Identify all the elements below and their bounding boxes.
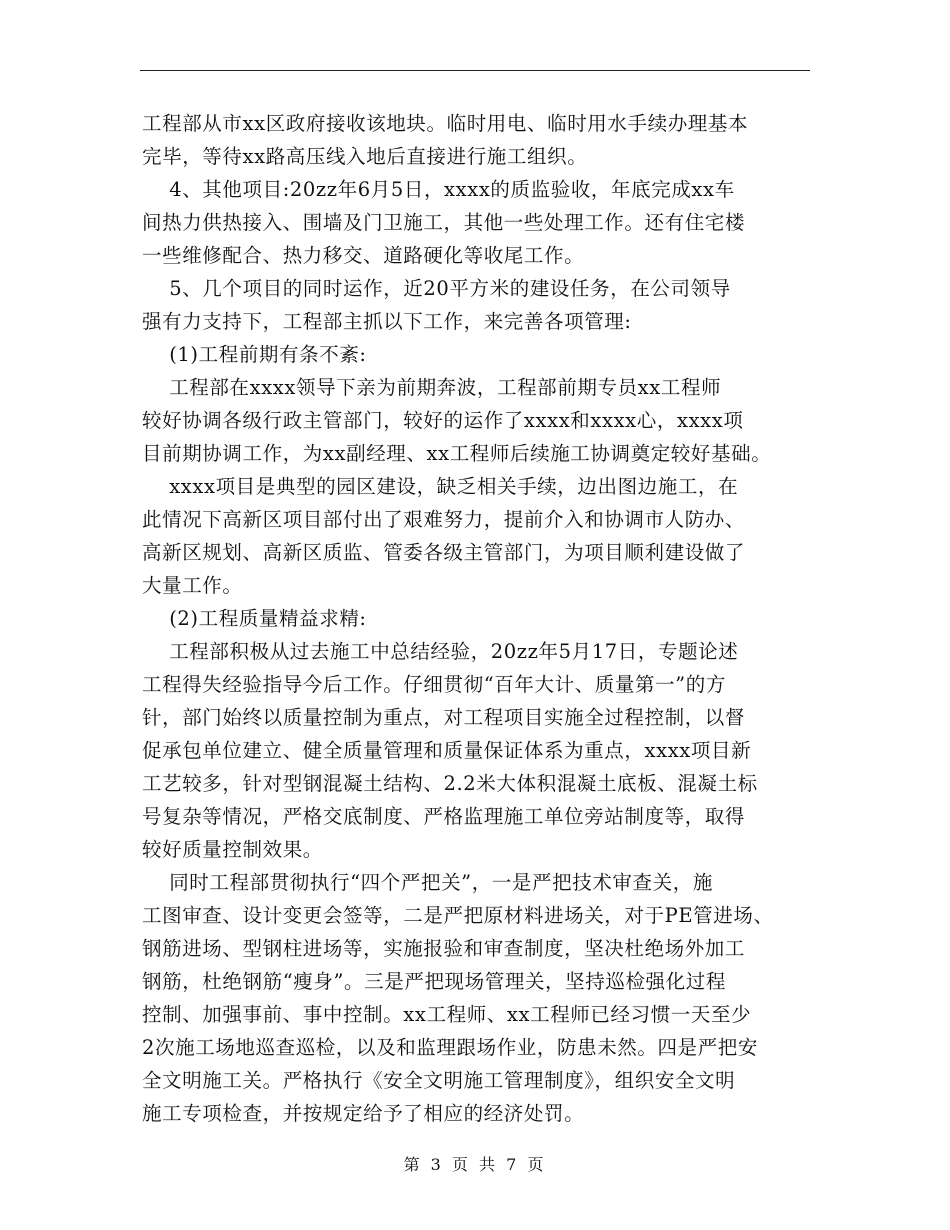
text-line: 高新区规划、高新区质监、管委各级主管部门，为项目顺利建设做了 [142, 541, 746, 564]
text-line: 5、几个项目的同时运作，近20平方米的建设任务，在公司领导 [142, 277, 731, 300]
text-line: (1)工程前期有条不紊: [142, 343, 367, 366]
text-line: 工程得失经验指导今后工作。仔细贯彻“百年大计、质量第一”的方 [142, 673, 726, 696]
text-line: 工程部从市xx区政府接收该地块。临时用电、临时用水手续办理基本 [142, 112, 749, 135]
text-line: 工图审查、设计变更会签等，二是严把原材料进场关，对于PE管进场、 [142, 904, 774, 927]
page-number-footer: 第 3 页 共 7 页 [403, 1155, 547, 1174]
text-line: 工程部积极从过去施工中总结经验，20zz年5月17日，专题论述 [142, 640, 739, 663]
text-line: 施工专项检查，并按规定给予了相应的经济处罚。 [142, 1102, 585, 1125]
text-line: 工艺较多，针对型钢混凝土结构、2.2米大体积混凝土底板、混凝土标 [142, 772, 758, 795]
text-line: 全文明施工关。严格执行《安全文明施工管理制度》，组织安全文明 [142, 1069, 736, 1092]
text-line: 针，部门始终以质量控制为重点，对工程项目实施全过程控制，以督 [142, 706, 746, 729]
text-line: 间热力供热接入、围墙及门卫施工，其他一些处理工作。还有住宅楼 [142, 211, 746, 234]
text-line: 钢筋，杜绝钢筋“瘦身”。三是严把现场管理关，坚持巡检强化过程 [142, 970, 726, 993]
text-line: xxxx项目是典型的园区建设，缺乏相关手续，边出图边施工，在 [142, 475, 739, 498]
text-line: 钢筋进场、型钢柱进场等，实施报验和审查制度，坚决杜绝场外加工 [142, 937, 746, 960]
text-line: 促承包单位建立、健全质量管理和质量保证体系为重点，xxxx项目新 [142, 739, 752, 762]
text-line: 控制、加强事前、事中控制。xx工程师、xx工程师已经习惯一天至少 [142, 1003, 752, 1026]
text-line: 完毕，等待xx路高压线入地后直接进行施工组织。 [142, 145, 588, 168]
text-line: 工程部在xxxx领导下亲为前期奔波，工程部前期专员xx工程师 [142, 376, 722, 399]
text-line: 号复杂等情况，严格交底制度、严格监理施工单位旁站制度等，取得 [142, 805, 746, 828]
text-line: 2次施工场地巡查巡检，以及和监理跟场作业，防患未然。四是严把安 [142, 1036, 759, 1059]
text-line: 此情况下高新区项目部付出了艰难努力，提前介入和协调市人防办、 [142, 508, 746, 531]
text-line: 4、其他项目:20zz年6月5日，xxxx的质监验收，年底完成xx车 [142, 178, 735, 201]
text-line: 大量工作。 [142, 574, 243, 597]
text-line: (2)工程质量精益求精: [142, 607, 367, 630]
text-line: 目前期协调工作，为xx副经理、xx工程师后续施工协调奠定较好基础。 [142, 442, 772, 465]
text-line: 较好协调各级行政主管部门，较好的运作了xxxx和xxxx心，xxxx项 [142, 409, 744, 432]
text-line: 较好质量控制效果。 [142, 838, 323, 861]
text-line: 一些维修配合、热力移交、道路硬化等收尾工作。 [142, 244, 585, 267]
text-line: 强有力支持下，工程部主抓以下工作，来完善各项管理: [142, 310, 632, 333]
text-line: 同时工程部贯彻执行“四个严把关”，一是严把技术审查关，施 [142, 871, 713, 894]
